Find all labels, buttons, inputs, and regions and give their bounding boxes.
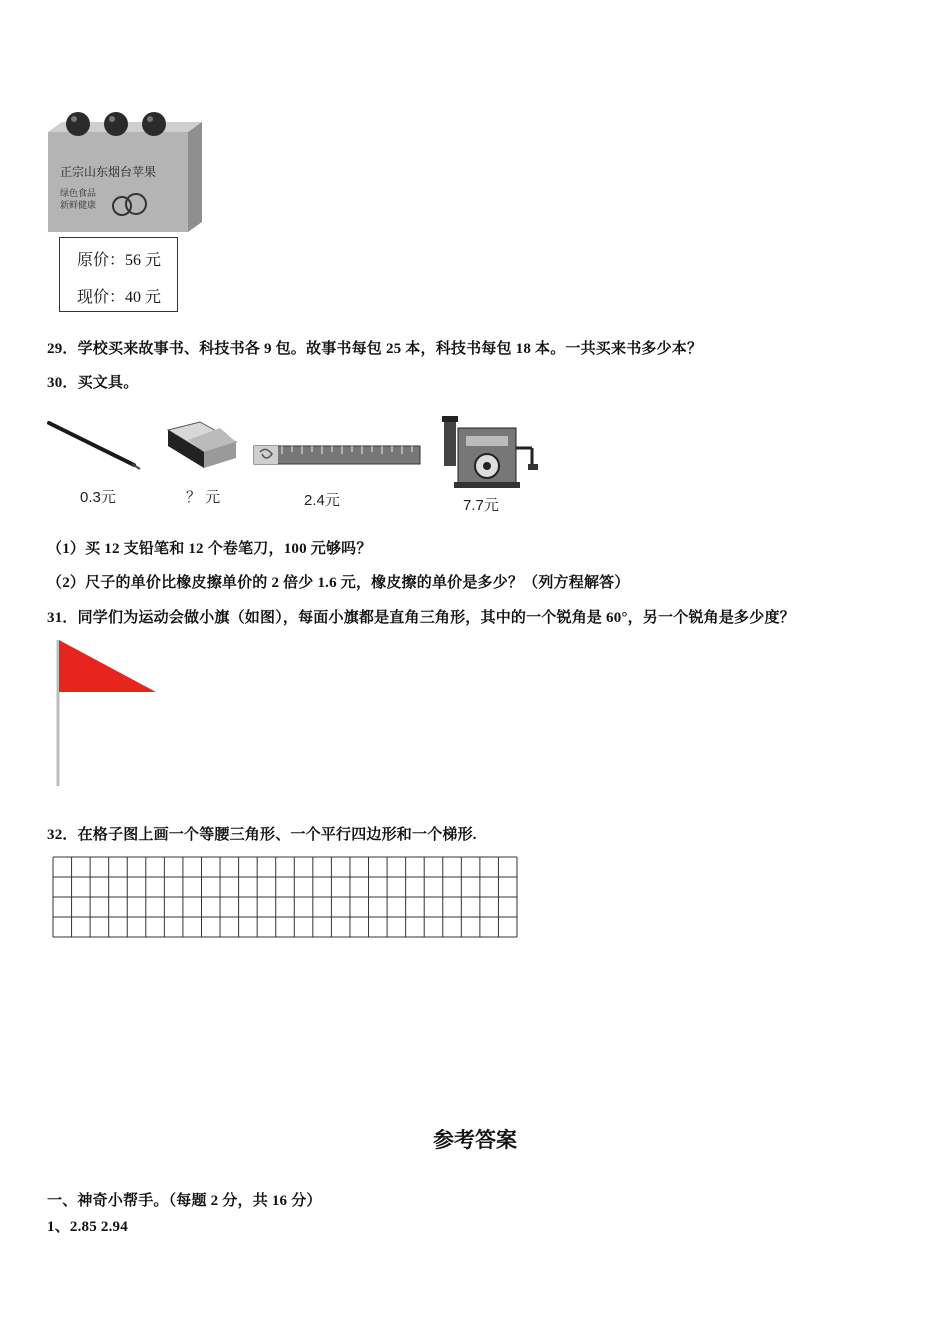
ruler-image (252, 440, 424, 470)
apple-box-image (44, 108, 206, 234)
pencil-price: 0.3元 (80, 489, 116, 506)
apple-box-slogan-1: 绿色食品 (60, 189, 97, 199)
flag-image (50, 636, 162, 788)
current-price: 现价：40 元 (77, 289, 162, 306)
question-30-2: （2）尺子的单价比橡皮擦单价的 2 倍少 1.6 元，橡皮擦的单价是多少？（列方程解答） (47, 575, 630, 591)
question-31: 31．同学们为运动会做小旗（如图），每面小旗都是直角三角形，其中的一个锐角是 60°，另一个锐角是多少度？ (47, 610, 795, 626)
apple-box-slogan-2: 新鲜健康 (60, 201, 97, 211)
ruler-price: 2.4元 (304, 492, 340, 509)
price-box (59, 237, 178, 312)
pencil-image (44, 418, 144, 474)
sharpener-price: 7.7元 (463, 497, 499, 514)
eraser-image (160, 420, 240, 472)
question-29: 29．学校买来故事书、科技书各 9 包。故事书每包 25 本，科技书每包 18 本。一共买来书多少本？ (47, 341, 703, 357)
apple-box-brand: 正宗山东烟台苹果 (60, 165, 157, 179)
question-30: 30．买文具。 (47, 375, 139, 391)
original-price: 原价：56 元 (77, 252, 162, 269)
sharpener-image (440, 408, 540, 492)
eraser-price: ？ 元 (186, 489, 221, 506)
answer-1: 1、2.85 2.94 (47, 1219, 128, 1235)
question-30-1: （1）买 12 支铅笔和 12 个卷笔刀，100 元够吗？ (47, 541, 372, 557)
answer-title: 参考答案 (433, 1128, 517, 1152)
drawing-grid (52, 856, 520, 940)
question-32: 32．在格子图上画一个等腰三角形、一个平行四边形和一个梯形. (47, 827, 477, 843)
answer-section-1: 一、神奇小帮手。（每题 2 分，共 16 分） (47, 1193, 322, 1209)
